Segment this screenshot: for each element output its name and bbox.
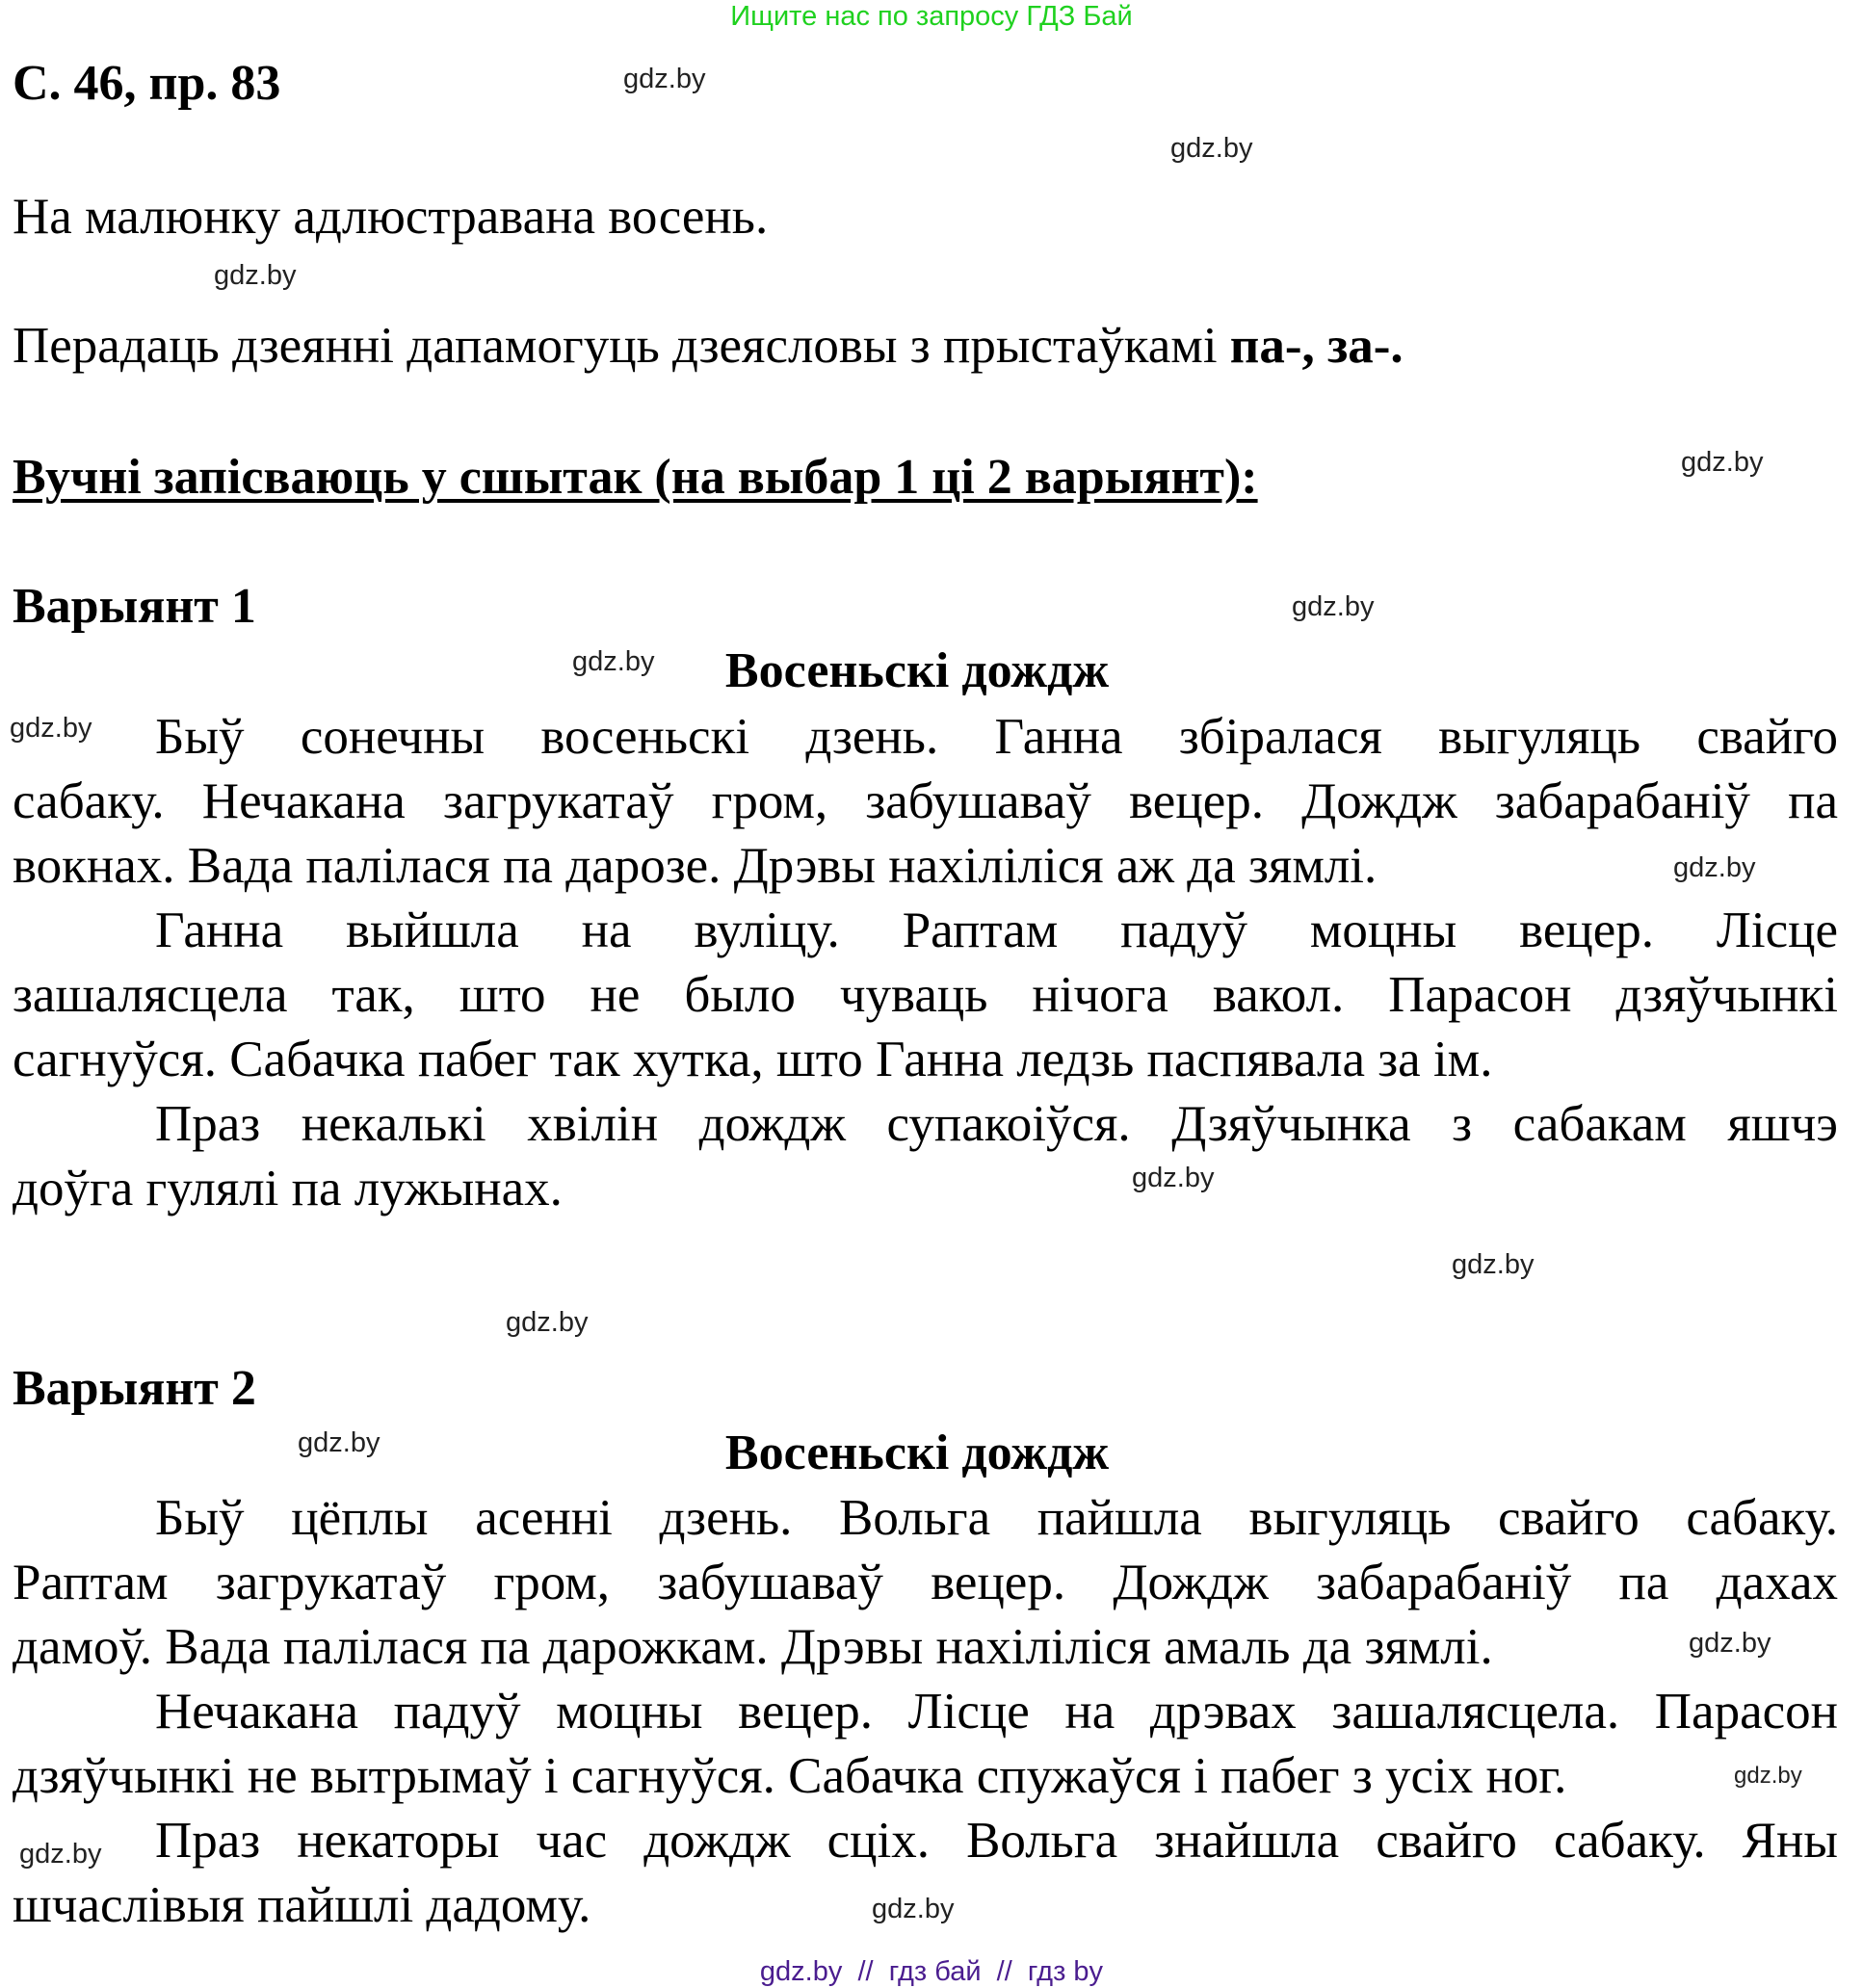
instruction-heading: Вучні запісваюць у сшытак (на выбар 1 ці 2 варыянт): — [13, 450, 1258, 505]
text-line: Праз некалькі хвілін дождж супакоіўся. Дзяўчынка з сабакам яшчэ — [155, 1096, 1838, 1152]
text-line: зашалясцела так, што не было чуваць нічога вакол. Парасон дзяўчынкі — [13, 967, 1838, 1023]
page-title: С. 46, пр. 83 — [13, 56, 281, 111]
text-line: дамоў. Вада палілася па дарожкам. Дрэвы нахіліліся амаль да зямлі. — [13, 1619, 1493, 1675]
text-line: Ганна выйшла на вуліцу. Раптам падуў моцны вецер. Лісце — [155, 902, 1838, 958]
variant-1-text — [13, 705, 1838, 1221]
watermark: gdz.by — [1170, 133, 1253, 164]
variant-2-heading: Варыянт 2 — [13, 1361, 256, 1416]
text-line: Раптам загрукатаў гром, забушаваў вецер. Дождж забарабаніў па дахах — [13, 1555, 1838, 1610]
watermark: gdz.by — [1681, 447, 1764, 478]
variant-2-story-title-text: Восеньскі дождж — [724, 1426, 1110, 1480]
watermark: gdz.by — [623, 64, 706, 94]
text-line: Быў цёплы асенні дзень. Вольга пайшла выгуляць свайго сабаку. — [155, 1490, 1838, 1546]
variant-1-heading: Варыянт 1 — [13, 579, 256, 634]
variant-2-text — [13, 1486, 1838, 1938]
watermark: gdz.by — [872, 1894, 955, 1924]
prefixes-bold: па-, за-. — [1229, 318, 1404, 374]
watermark: gdz.by — [506, 1307, 589, 1338]
search-banner[interactable]: Ищите нас по запросу ГДЗ Бай — [730, 1, 1133, 32]
text-line: Быў сонечны восеньскі дзень. Ганна збіралася выгуляць свайго — [155, 709, 1838, 765]
text-line: вокнах. Вада палілася па дарозе. Дрэвы нахіліліся аж да зямлі. — [13, 838, 1378, 894]
watermark: gdz.by — [1734, 1763, 1802, 1789]
watermark: gdz.by — [298, 1427, 380, 1458]
watermark: gdz.by — [1132, 1163, 1215, 1193]
watermark: gdz.by — [1673, 852, 1756, 883]
variant-1-story-title-text: Восеньскі дождж — [724, 643, 1110, 698]
text-line: сагнуўся. Сабачка пабег так хутка, што Ганна ледзь паспявала за ім. — [13, 1032, 1493, 1087]
watermark: gdz.by — [1292, 591, 1375, 622]
intro-line-2-text: Перадаць дзеянні дапамогуць дзеясловы з прыстаўкамі — [13, 318, 1230, 374]
text-line: сабаку. Нечакана загрукатаў гром, забушаваў вецер. Дождж забарабаніў па — [13, 773, 1838, 829]
variant-1-story-title — [0, 642, 1863, 700]
text-line: Праз некаторы час дождж сціх. Вольга знайшла свайго сабаку. Яны — [155, 1813, 1838, 1869]
watermark: gdz.by — [1452, 1249, 1535, 1280]
footer-links[interactable]: gdz.by // гдз бай // гдз by — [759, 1956, 1104, 1987]
intro-line-1: На малюнку адлюстравана восень. — [13, 189, 769, 245]
watermark: gdz.by — [572, 646, 655, 677]
variant-2-story-title — [0, 1425, 1863, 1482]
text-line: шчаслівыя пайшлі дадому. — [13, 1877, 591, 1933]
text-line: доўга гулялі па лужынах. — [13, 1161, 563, 1216]
watermark: gdz.by — [19, 1839, 102, 1870]
watermark: gdz.by — [1689, 1628, 1771, 1659]
watermark: gdz.by — [214, 260, 297, 291]
text-line: дзяўчынкі не вытрымаў і сагнуўся. Сабачка спужаўся і пабег з усіх ног. — [13, 1748, 1567, 1804]
intro-line-2 — [13, 317, 1404, 375]
text-line: Нечакана падуў моцны вецер. Лісце на дрэвах зашалясцела. Парасон — [155, 1684, 1838, 1740]
watermark: gdz.by — [10, 713, 92, 744]
